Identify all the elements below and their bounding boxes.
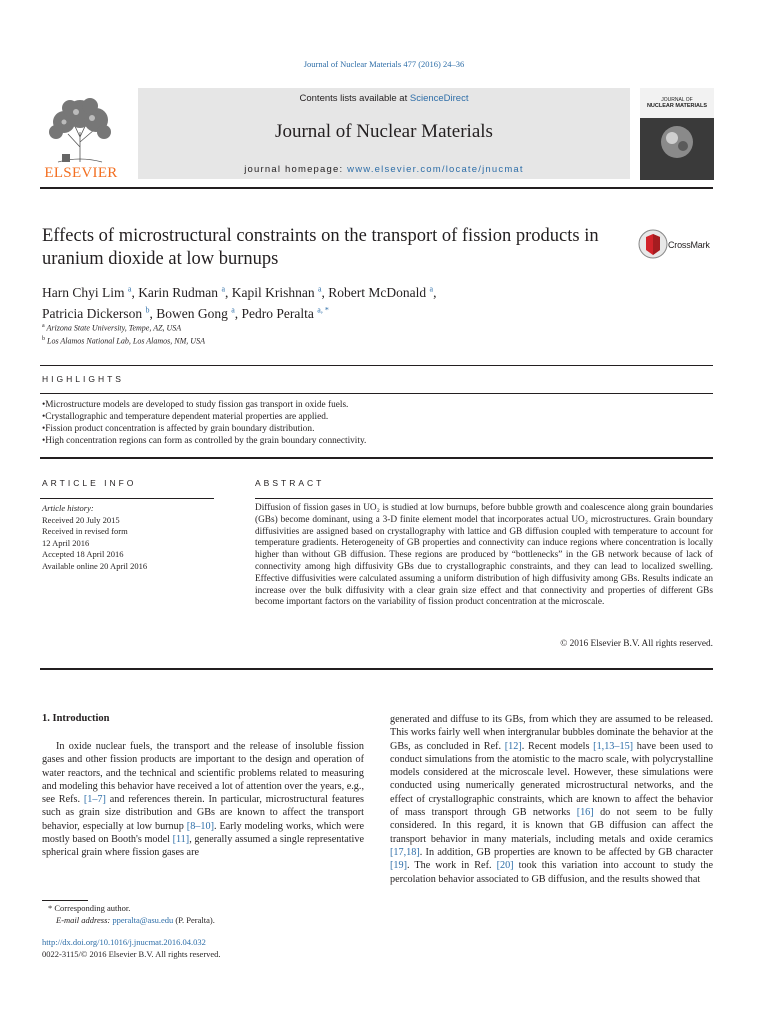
author-name: Karin Rudman <box>138 284 219 300</box>
reference-link[interactable]: [20] <box>496 860 514 872</box>
corresponding-author-note: * Corresponding author. <box>48 903 131 913</box>
history-label: Article history: <box>42 503 94 513</box>
author <box>42 306 156 321</box>
body-text-run: . Recent models <box>521 740 594 752</box>
reference-link[interactable]: [1,13–15] <box>593 740 634 752</box>
article-info-heading: ARTICLE INFO <box>42 478 137 488</box>
highlights-list <box>42 399 712 447</box>
cover-image <box>654 122 700 162</box>
author-affiliation-mark[interactable]: a <box>429 284 434 293</box>
abstract-heading: ABSTRACT <box>255 478 325 488</box>
affiliation <box>42 334 205 347</box>
issn-copyright: 0022-3115/© 2016 Elsevier B.V. All rights reserved. <box>42 948 221 959</box>
author-name: Kapil Krishnan <box>231 284 315 300</box>
author <box>232 285 329 300</box>
author-separator: , <box>131 284 139 300</box>
author <box>242 306 329 321</box>
abstract-bottom-rule <box>40 668 713 670</box>
article-title: Effects of microstructural constraints on the transport of fission products in uranium dioxide at low burnups <box>42 226 599 269</box>
author <box>138 285 232 300</box>
body-column-left <box>42 740 364 860</box>
author-separator: , <box>234 306 242 321</box>
abstract-rule <box>255 498 713 499</box>
body-text-run: In oxide nuclear fuels, the transport and the release of insoluble fission gases and other fission products are important to the design and operation of water reactors, and the technical and scientific problems related to measuring and modeling this behavior have received a lot of attention over the years, e.g., see Refs. <box>42 741 364 806</box>
contents-prefix: Contents lists available at <box>299 93 410 104</box>
highlight-item: • Microstructure models are developed to study fission gas transport in oxide fuels. <box>42 399 712 411</box>
affiliation-mark: b <box>42 335 45 342</box>
highlights-heading: HIGHLIGHTS <box>42 374 124 384</box>
header-rule <box>40 187 713 189</box>
author-affiliation-mark[interactable]: a, * <box>317 305 329 315</box>
author-separator: , <box>149 306 157 321</box>
author <box>42 285 138 300</box>
author-affiliation-mark[interactable]: b <box>145 305 150 315</box>
article-info-rule <box>40 498 214 499</box>
reference-link[interactable]: [8–10] <box>186 820 214 832</box>
crossmark-label[interactable]: CrossMark <box>668 240 710 250</box>
history-line: Available online 20 April 2016 <box>42 560 148 571</box>
body-text-run: . Early modeling works, which were mostly based on Booth's model <box>42 820 364 846</box>
body-text-run: . In addition, GB properties are known to be affected by GB character <box>419 846 713 858</box>
body-text-run: have been used to conduct simulations from the atomistic to the macro scale, with polycrystalline models considered at the microscale level. However, these simulations were conducted using numerically generated microstructural networks, and the effect of crystallographic constraints, which are known to affect the behavior of mass transport through GB networks <box>390 740 713 819</box>
sciencedirect-link[interactable]: ScienceDirect <box>409 93 469 104</box>
highlights-heading-rule <box>40 393 713 394</box>
history-line: Received in revised form <box>42 526 128 536</box>
highlights-bottom-rule <box>40 457 713 459</box>
history-line: 12 April 2016 <box>42 537 90 548</box>
body-text-run: took this variation into account to study the percolation behavior associated to GB diffusion, and the results showed that <box>390 860 713 885</box>
body-text-run: and references therein. In particular, microstructural features such as grain size distribution and GBs are known to affect the transport behavior, especially at low burnup <box>42 794 364 832</box>
author-name: Bowen Gong <box>156 306 228 321</box>
footnote <box>42 903 215 926</box>
author-affiliation-mark[interactable]: a <box>127 284 132 293</box>
highlights-top-rule <box>40 365 713 366</box>
author-name: Robert McDonald <box>328 284 427 300</box>
cover-line-2: NUCLEAR MATERIALS <box>646 103 708 109</box>
author <box>156 306 241 321</box>
email-link[interactable]: pperalta@asu.edu <box>112 914 174 925</box>
affiliation-mark: a <box>42 323 45 329</box>
highlight-item: • High concentration regions can form as controlled by the grain boundary connectivity. <box>42 435 712 447</box>
abstract-text: Diffusion of fission gases in UO₂ is studied at low burnups, before bubble growth and coalescence along grain boundaries (GBs) become dominant, using a 3-D finite element model that incorporates actual UO₂ microstructures. Grain boundary diffusivities are assigned based on crystallography with lattice and GB diffusion coupled with temperature to account for temperature gradients. Heterogeneity of GB properties and connectivity can induce regions where concentration is locally higher than without GB diffusion. These regions are produced by “bottlenecks” in the GB network because of lack of connectivity among high diffusivity GBs due to crystallographic constraints, and they can lead to localized swelling. Effective diffusivities were calculated assuming a uniform distribution of high diffusivity among GBs. Results indicate an increase over the bulk diffusivity with a clear grain size effect and that connectivity and properties of different GBs become important factors on the variability of fission product concentration at the microscale. <box>255 503 713 608</box>
body-text-run: . The work in Ref. <box>406 860 497 872</box>
journal-title: Journal of Nuclear Materials <box>275 121 493 142</box>
affiliation-list <box>42 321 205 346</box>
article-history <box>42 503 147 572</box>
author-list <box>42 280 602 323</box>
email-suffix: (P. Peralta). <box>173 914 215 925</box>
homepage-link[interactable]: www.elsevier.com/locate/jnucmat <box>347 164 524 175</box>
history-line: Accepted 18 April 2016 <box>42 549 124 559</box>
author-name: Patricia Dickerson <box>42 306 143 321</box>
abstract-copyright: © 2016 Elsevier B.V. All rights reserved. <box>560 639 713 649</box>
email-line <box>42 915 215 927</box>
body-column-right <box>390 713 713 886</box>
author-separator: , <box>321 284 329 300</box>
footnote-rule <box>42 900 88 901</box>
reference-link[interactable]: [1–7] <box>83 794 106 806</box>
email-label: E-mail address: <box>56 914 113 925</box>
contents-line <box>138 93 630 104</box>
highlight-item: • Fission product concentration is affected by grain boundary distribution. <box>42 423 712 435</box>
homepage-prefix: journal homepage: <box>244 164 348 175</box>
author-separator: , <box>225 284 232 300</box>
highlight-item: • Crystallographic and temperature dependent material properties are applied. <box>42 411 712 423</box>
journal-homepage <box>138 164 630 175</box>
cover-line-1: JOURNAL OF <box>661 97 693 103</box>
affiliation-text: Los Alamos National Lab, Los Alamos, NM, USA <box>47 336 205 346</box>
history-line: Received 20 July 2015 <box>42 514 120 525</box>
author-name: Harn Chyi Lim <box>42 284 125 300</box>
reference-link[interactable]: [16] <box>576 807 594 819</box>
body-paragraph <box>390 713 713 886</box>
author-name: Pedro Peralta <box>241 306 314 321</box>
author-separator: , <box>433 284 437 300</box>
affiliation-text: Arizona State University, Tempe, AZ, USA <box>46 323 182 333</box>
reference-link[interactable]: [17,18] <box>390 846 420 858</box>
author-affiliation-mark[interactable]: a <box>231 305 235 315</box>
body-text-run: do not seem to be fully considered. In this regard, it is known that GB diffusion can affect the transport behavior in many materials, including metals and oxide ceramics <box>390 807 713 845</box>
author-affiliation-mark[interactable]: a <box>317 284 322 293</box>
reference-link[interactable]: [19] <box>390 860 407 872</box>
doi-link[interactable]: http://dx.doi.org/10.1016/j.jnucmat.2016.04.032 <box>42 937 206 947</box>
section-heading: 1. Introduction <box>42 713 110 724</box>
reference-link[interactable]: [11] <box>172 834 190 846</box>
elsevier-wordmark: ELSEVIER <box>44 165 118 181</box>
body-text-run: , generally assumed a single representative spherical grain where fission gases are <box>42 834 364 859</box>
body-text-run: generated and diffuse to its GBs, from which they are assumed to be released. This works fairly well when intergranular bubbles dominate the behavior at the GBs, as concluded in Ref. <box>390 714 713 752</box>
journal-citation[interactable]: Journal of Nuclear Materials 477 (2016) 24–36 <box>303 59 465 69</box>
journal-cover-thumbnail[interactable] <box>640 88 714 180</box>
body-paragraph <box>42 740 364 860</box>
doi-block <box>42 937 221 960</box>
author-affiliation-mark[interactable]: a <box>221 284 225 293</box>
reference-link[interactable]: [12] <box>504 740 522 752</box>
affiliation <box>42 321 205 334</box>
author <box>328 285 436 300</box>
